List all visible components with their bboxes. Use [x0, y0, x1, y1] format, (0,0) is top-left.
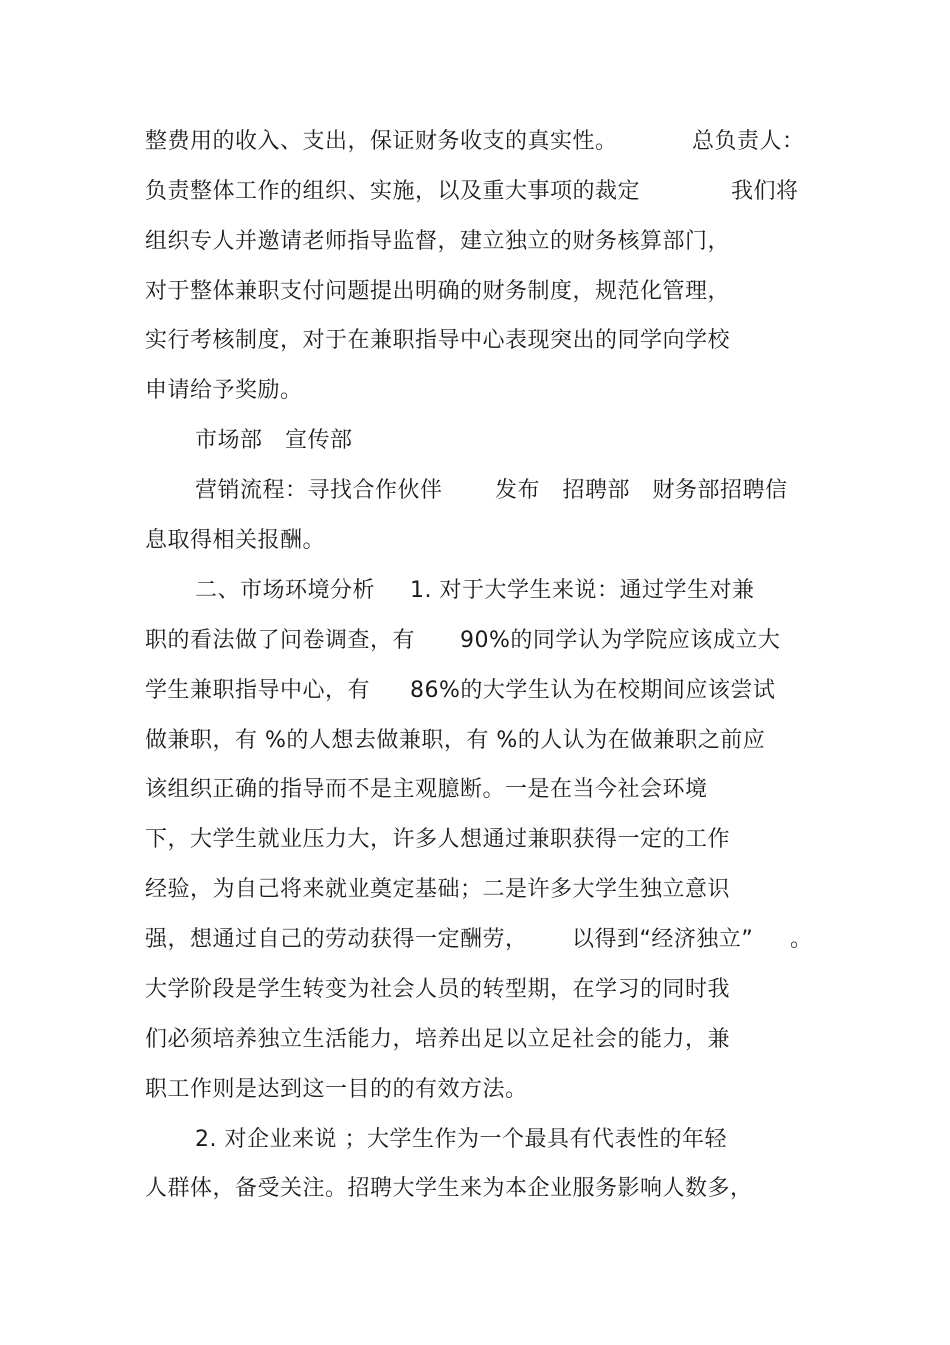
text-line: 息取得相关报酬。 — [145, 528, 326, 553]
text-segment: 86%的大学生认为在校期间应该尝试 — [410, 678, 776, 703]
text-line: 们必须培养独立生活能力，培养出足以立足社会的能力，兼 — [145, 1027, 731, 1052]
text-line: 人群体，备受关注。招聘大学生来为本企业服务影响人数多， — [145, 1176, 753, 1201]
text-segment: 负责整体工作的组织、实施，以及重大事项的裁定 — [145, 179, 641, 204]
text-line: 申请给予奖励。 — [145, 378, 303, 403]
text-segment: 营销流程：寻找合作伙伴 — [195, 478, 443, 503]
text-line: 大学阶段是学生转变为社会人员的转型期，在学习的同时我 — [145, 977, 731, 1002]
text-segment: 90%的同学认为学院应该成立大 — [460, 628, 781, 653]
text-segment: 我们将 — [731, 179, 799, 204]
text-line: 做兼职，有 %的人想去做兼职，有 %的人认为在做兼职之前应 — [145, 728, 766, 753]
text-line: 实行考核制度，对于在兼职指导中心表现突出的同学向学校 — [145, 328, 731, 353]
text-line — [145, 176, 799, 208]
text-line — [145, 675, 776, 707]
text-line: 职工作则是达到这一目的的有效方法。 — [145, 1077, 528, 1102]
text-line — [145, 924, 813, 956]
text-segment: 发布 招聘部 财务部招聘信 — [495, 478, 788, 503]
text-segment: 职的看法做了问卷调查，有 — [145, 628, 416, 653]
text-line — [195, 475, 788, 507]
text-segment: 整费用的收入、支出，保证财务收支的真实性。 — [145, 129, 618, 154]
text-segment: 1. 对于大学生来说：通过学生对兼 — [410, 578, 755, 603]
text-line: 该组织正确的指导而不是主观臆断。一是在当今社会环境 — [145, 777, 708, 802]
text-line — [195, 575, 755, 607]
text-line: 经验，为自己将来就业奠定基础；二是许多大学生独立意识 — [145, 877, 731, 902]
text-segment: 。 — [790, 927, 813, 952]
text-line — [145, 126, 805, 158]
text-segment: 学生兼职指导中心，有 — [145, 678, 371, 703]
text-line — [145, 625, 781, 657]
text-line: 市场部 宣传部 — [195, 428, 353, 453]
text-line: 2. 对企业来说 ；大学生作为一个最具有代表性的年轻 — [195, 1127, 727, 1152]
text-line: 组织专人并邀请老师指导监督，建立独立的财务核算部门， — [145, 229, 731, 254]
text-line: 下，大学生就业压力大，许多人想通过兼职获得一定的工作 — [145, 827, 731, 852]
text-segment: 总负责人： — [692, 129, 805, 154]
text-line: 对于整体兼职支付问题提出明确的财务制度，规范化管理， — [145, 279, 731, 304]
text-segment: 强，想通过自己的劳动获得一定酬劳， — [145, 927, 528, 952]
text-segment: 二、市场环境分析 — [195, 578, 376, 603]
text-segment: 以得到“经济独立” — [572, 927, 754, 952]
